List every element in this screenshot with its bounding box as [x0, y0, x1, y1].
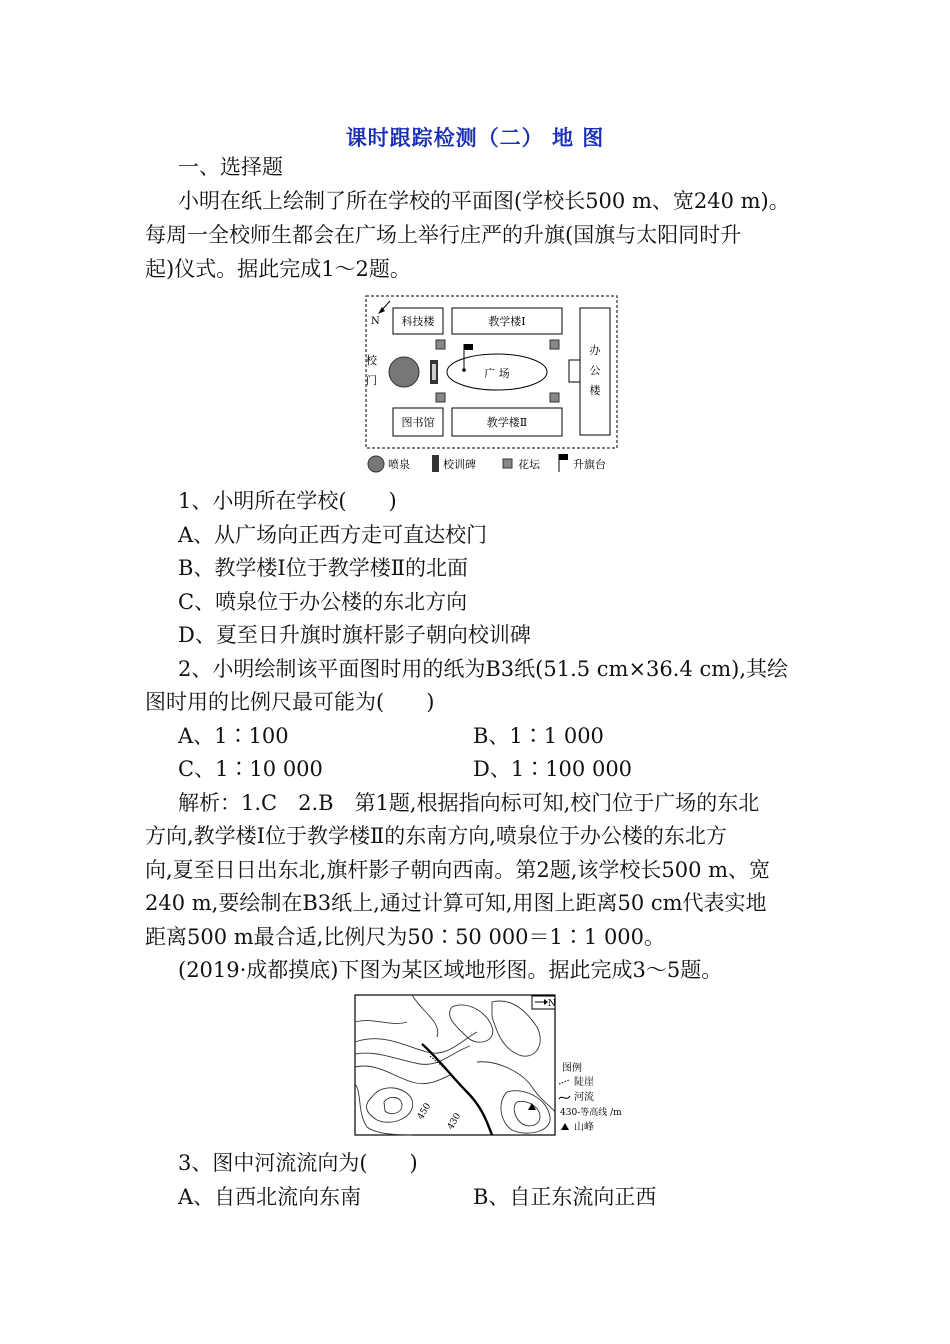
contour-label-430: 430 [445, 1111, 464, 1132]
legend-title: 图例 [562, 1063, 582, 1074]
svg-text:山峰: 山峰 [574, 1122, 594, 1133]
intro-line-3: 起)仪式。据此完成1～2题。 [145, 257, 411, 281]
svg-text:N: N [548, 999, 556, 1009]
flower-bed-icon [436, 393, 445, 402]
intro-2: (2019·成都摸底)下图为某区域地形图。据此完成3～5题。 [178, 958, 723, 982]
q2-option-d: D、1∶100 000 [473, 757, 633, 781]
q1-option-b: B、教学楼Ⅰ位于教学楼Ⅱ的北面 [178, 556, 468, 580]
intro-line-2: 每周一全校师生都会在广场上举行庄严的升旗(国旗与太阳同时升 [145, 223, 742, 247]
flower-bed-icon [550, 393, 559, 402]
svg-text:陡崖: 陡崖 [574, 1077, 594, 1088]
q3-option-a: A、自西北流向东南 [178, 1185, 362, 1209]
q1-option-a: A、从广场向正西方走可直达校门 [178, 523, 488, 547]
q1-option-d: D、夏至日升旗时旗杆影子朝向校训碑 [178, 623, 531, 647]
legend-fountain-icon [368, 456, 384, 472]
gate-label-2: 门 [366, 374, 377, 387]
office-label: 办公楼 [589, 344, 601, 397]
terrain-map-figure [352, 992, 642, 1146]
q2-option-c: C、1∶10 000 [178, 757, 323, 781]
school-plan-figure [360, 292, 625, 486]
svg-text:科技楼: 科技楼 [401, 315, 435, 328]
legend-river-icon [559, 1096, 570, 1099]
analysis-line-2: 方向,教学楼Ⅰ位于教学楼Ⅱ的东南方向,喷泉位于办公楼的东北方 [145, 824, 727, 848]
q2-stem-2: 图时用的比例尺最可能为( ) [145, 690, 435, 714]
page-title: 课时跟踪检测（二） 地 图 [345, 125, 605, 150]
fountain-icon [389, 357, 419, 387]
analysis-line-3: 向,夏至日日出东北,旗杆影子朝向西南。第2题,该学校长500 m、宽 [145, 858, 771, 882]
legend-flowerbed-icon [503, 459, 512, 468]
north-label: N [371, 316, 380, 327]
section-heading: 一、选择题 [178, 155, 283, 179]
svg-text:教学楼Ⅰ: 教学楼Ⅰ [488, 315, 526, 328]
svg-text:430-等高线 /m: 430-等高线 /m [560, 1108, 622, 1118]
q3-option-b: B、自正东流向正西 [473, 1185, 657, 1209]
analysis-line-5: 距离500 m最合适,比例尺为50∶50 000＝1∶1 000。 [145, 925, 666, 949]
svg-text:升旗台: 升旗台 [573, 458, 606, 471]
intro-line-1: 小明在纸上绘制了所在学校的平面图(学校长500 m、宽240 m)。 [178, 189, 790, 213]
legend-cliff-icon [559, 1080, 569, 1084]
svg-text:广 场: 广 场 [484, 367, 510, 380]
contour-label-450: 450 [415, 1101, 434, 1122]
svg-text:花坛: 花坛 [518, 458, 540, 471]
svg-text:喷泉: 喷泉 [388, 458, 410, 471]
svg-text:河流: 河流 [574, 1092, 594, 1103]
q2-option-a: A、1∶100 [178, 724, 289, 748]
svg-text:教学楼Ⅱ: 教学楼Ⅱ [486, 416, 528, 429]
gate-label-1: 校 [366, 354, 377, 367]
legend-peak-icon [561, 1123, 569, 1130]
flower-bed-icon [550, 340, 559, 349]
q1-stem: 1、小明所在学校( ) [178, 489, 397, 513]
q2-stem-1: 2、小明绘制该平面图时用的纸为B3纸(51.5 cm×36.4 cm),其绘 [178, 657, 789, 681]
flower-bed-icon [436, 340, 445, 349]
svg-text:图书馆: 图书馆 [401, 416, 435, 429]
svg-text:校训碑: 校训碑 [443, 458, 476, 471]
legend-motto-icon [432, 455, 439, 472]
q3-stem: 3、图中河流流向为( ) [178, 1151, 418, 1175]
analysis-line-1: 解析：1.C 2.B 第1题,根据指向标可知,校门位于广场的东北 [178, 791, 760, 815]
analysis-line-4: 240 m,要绘制在B3纸上,通过计算可知,用图上距离50 cm代表实地 [145, 891, 767, 915]
q2-option-b: B、1∶1 000 [473, 724, 604, 748]
q1-option-c: C、喷泉位于办公楼的东北方向 [178, 590, 468, 614]
